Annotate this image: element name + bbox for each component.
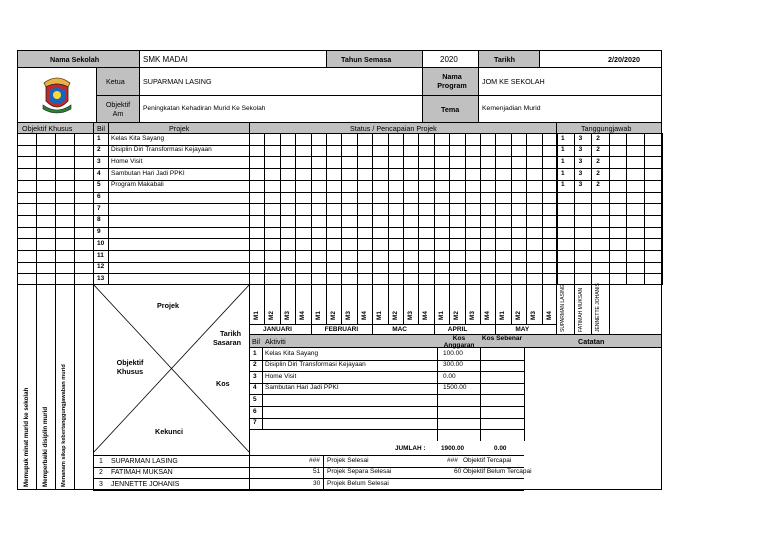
week-col-line — [449, 284, 450, 324]
aktiviti-name[interactable]: Kelas Kita Sayang — [265, 349, 319, 357]
project-col-line — [403, 133, 404, 285]
aktiviti-row-line — [249, 406, 524, 407]
project-bil: 10 — [97, 239, 105, 247]
week-col-line — [465, 284, 466, 324]
project-tanggungjawab-value: 1 — [561, 157, 565, 165]
week-label: M4 — [422, 311, 430, 320]
aktiviti-row-line — [249, 429, 524, 430]
week-col-line — [526, 284, 527, 324]
month-label: JANUARI — [263, 325, 292, 333]
project-col-line — [74, 133, 75, 285]
program-label: Nama Program — [437, 72, 467, 90]
aktiviti-bil: 3 — [253, 372, 257, 380]
project-sheet — [17, 50, 662, 490]
people-col-line — [323, 455, 324, 490]
aktiviti-header-text: Aktiviti — [265, 337, 286, 346]
week-label: M2 — [330, 311, 337, 320]
month-label: FEBRUARI — [324, 325, 359, 333]
month-label: APRIL — [447, 325, 468, 333]
tanggungjawab-header-text: Tanggungjawab — [581, 124, 632, 133]
project-bil: 11 — [97, 251, 104, 259]
tema-value: Kemenjadian Murid — [482, 105, 541, 112]
project-tanggungjawab-value: 2 — [596, 134, 600, 142]
person-no: 2 — [99, 469, 103, 477]
week-col-line — [434, 284, 435, 324]
kos-anggaran-header: Kos Anggaran — [443, 335, 475, 350]
week-label: M2 — [391, 311, 399, 320]
project-col-line — [556, 133, 557, 285]
diagram-tarikh-sasaran: Tarikh Sasaran — [213, 329, 241, 348]
objective-vertical-1: Memupuk minat murid ke sekolah — [23, 387, 30, 487]
tema-value-cell[interactable] — [478, 95, 662, 123]
project-name[interactable]: Sambutan Hari Jadi PPKI — [111, 169, 185, 177]
project-col-line — [644, 133, 645, 285]
objective-vertical-2: Memperbaiki disiplin murid — [42, 406, 49, 487]
week-col-line — [249, 284, 250, 324]
project-col-line — [591, 133, 592, 285]
person-status: Projek Belum Selesai — [327, 479, 389, 487]
week-col-line — [388, 284, 389, 324]
obj-col-divider-1 — [36, 284, 37, 490]
week-label: M3 — [468, 311, 476, 320]
person-value: 30 — [313, 479, 321, 487]
project-col-line — [326, 133, 327, 285]
project-col-line — [609, 133, 610, 285]
person-name[interactable]: FATIMAH MUKSAN — [111, 469, 173, 477]
project-row-line — [17, 250, 662, 251]
obj-col-divider-3 — [74, 284, 75, 490]
project-tanggungjawab-value: 3 — [578, 146, 583, 154]
diagram-kos: Kos — [216, 379, 230, 388]
tahun-value-cell[interactable] — [422, 50, 479, 68]
week-col-line — [403, 284, 404, 324]
project-row-line — [17, 227, 662, 228]
week-col-line — [495, 284, 496, 324]
week-label: M4 — [545, 311, 553, 320]
catatan-header: Catatan — [578, 337, 605, 346]
week-label: M3 — [345, 311, 353, 320]
objektif-value: Peningkatan Kehadiran Murid Ke Sekolah — [143, 105, 266, 112]
aktiviti-bil-col-line — [262, 348, 263, 429]
project-row-line — [17, 262, 662, 263]
week-label: M2 — [514, 311, 522, 320]
aktiviti-bil-header: Bil — [252, 337, 260, 346]
week-label: M1 — [253, 311, 260, 320]
project-bil: 8 — [97, 216, 101, 224]
week-label: M2 — [453, 311, 461, 320]
project-tanggungjawab-value: 1 — [561, 181, 565, 189]
person-vertical-label: FATIMAH MUKSAN — [577, 287, 584, 332]
project-col-line — [557, 133, 558, 285]
project-col-line — [341, 133, 342, 285]
objektif-khusus-header-text: Objektif Khusus — [22, 124, 73, 133]
project-name[interactable]: Program Makabali — [111, 181, 164, 189]
jumlah-label: JUMLAH : — [395, 445, 426, 452]
project-col-line — [36, 133, 37, 285]
project-col-line — [295, 133, 296, 285]
week-label: M1 — [499, 311, 507, 320]
project-col-line — [480, 133, 481, 285]
aktiviti-row-line — [249, 394, 524, 395]
tarikh-value-cell[interactable] — [539, 50, 662, 68]
project-tanggungjawab-value: 1 — [561, 146, 565, 154]
aktiviti-kos[interactable]: 100.00 — [443, 349, 463, 357]
week-col-line — [326, 284, 327, 324]
school-crest-logo — [40, 75, 74, 115]
month-col-line — [249, 324, 250, 334]
person-status2: Objektif Tercapai — [463, 456, 512, 464]
project-col-line — [418, 133, 419, 285]
bil-header-text: Bil — [97, 124, 105, 133]
project-row-line — [17, 192, 662, 193]
month-col-line — [434, 324, 435, 334]
month-col-line — [495, 324, 496, 334]
person-status2: Objektif Belum Tercapai — [463, 468, 532, 476]
week-label: M3 — [283, 311, 291, 320]
aktiviti-bil: 1 — [253, 349, 257, 357]
project-col-line — [55, 133, 56, 285]
nama-sekolah-label-cell — [17, 50, 140, 68]
ketua-label: Ketua — [106, 77, 125, 86]
week-label: M3 — [407, 311, 414, 320]
project-col-line — [264, 133, 265, 285]
week-col-line — [341, 284, 342, 324]
week-label: M4 — [484, 311, 491, 320]
week-label: M1 — [376, 311, 384, 320]
aktiviti-name[interactable]: Home Visit — [265, 372, 297, 380]
project-col-line — [465, 133, 466, 285]
people-row-line — [93, 490, 524, 491]
aktiviti-bil: 6 — [253, 407, 257, 415]
objektif-label-cell — [96, 95, 140, 123]
logo-cell — [17, 67, 97, 123]
tahun-label: Tahun Semasa — [341, 55, 392, 64]
project-tanggungjawab-value: 3 — [578, 134, 583, 142]
person-value2: 60 — [454, 468, 462, 476]
project-tanggungjawab-value: 1 — [561, 134, 565, 142]
aktiviti-kos[interactable]: 1500.00 — [443, 384, 467, 392]
project-name[interactable]: Kelas Kita Sayang — [111, 134, 165, 142]
program-value-cell[interactable] — [478, 67, 662, 96]
person-col-line — [574, 284, 575, 334]
nama-sekolah-label: Nama Sekolah — [50, 55, 100, 64]
person-name[interactable]: JENNETTE JOHANIS — [111, 480, 180, 488]
diagram-objektif-khusus: Objektif Khusus — [116, 358, 144, 377]
project-bil: 3 — [97, 157, 101, 165]
week-label: M1 — [437, 311, 445, 320]
week-label: M3 — [530, 311, 538, 320]
tahun-value: 2020 — [440, 55, 458, 64]
status-header-text: Status / Pencapaian Projek — [350, 124, 437, 133]
week-col-line — [542, 284, 543, 324]
week-col-line — [295, 284, 296, 324]
project-col-line — [372, 133, 373, 285]
kos-sebenar-header: Kos Sebenar — [481, 335, 523, 342]
diagram — [93, 284, 250, 453]
ketua-label-cell — [96, 67, 140, 96]
project-col-line — [574, 133, 575, 285]
month-label: MAY — [515, 325, 530, 333]
aktiviti-bil: 7 — [253, 419, 257, 427]
project-col-line — [311, 133, 312, 285]
aktiviti-kos[interactable]: 300.00 — [443, 361, 463, 369]
person-col-line — [609, 284, 610, 334]
aktiviti-name[interactable]: Disiplin Diri Transformasi Kejayaan — [265, 361, 366, 369]
week-label: M2 — [268, 311, 276, 320]
month-col-line — [372, 324, 373, 334]
project-col-line — [526, 133, 527, 285]
aktiviti-name[interactable]: Sambutan Hari Jadi PPKI — [265, 384, 339, 392]
project-tanggungjawab-value: 3 — [578, 169, 583, 177]
person-no: 1 — [99, 457, 103, 465]
month-label: MAC — [392, 325, 407, 333]
project-row-line — [17, 203, 662, 204]
project-tanggungjawab-value: 3 — [578, 181, 583, 189]
project-row-line — [17, 273, 662, 274]
ketua-value: SUPARMAN LASING — [143, 77, 212, 86]
project-row-line — [17, 168, 662, 169]
week-col-line — [280, 284, 281, 324]
project-row-line — [17, 215, 662, 216]
project-col-line — [449, 133, 450, 285]
people-top-line — [93, 455, 524, 456]
week-col-line — [418, 284, 419, 324]
week-col-line — [311, 284, 312, 324]
objektif-value-cell[interactable] — [139, 95, 423, 123]
project-bil: 6 — [97, 193, 101, 200]
program-value: JOM KE SEKOLAH — [482, 77, 545, 86]
project-row-line — [17, 238, 662, 239]
projek-header-text: Projek — [169, 124, 190, 133]
tema-label: Tema — [441, 105, 460, 114]
tahun-label-cell — [326, 50, 423, 68]
project-bil: 7 — [97, 204, 101, 212]
project-tanggungjawab-value: 2 — [596, 146, 600, 154]
aktiviti-kos[interactable]: 0.00 — [443, 372, 456, 380]
week-col-line — [372, 284, 373, 324]
project-col-line — [434, 133, 435, 285]
aktiviti-kos-col-line — [437, 348, 438, 441]
weeks-bottom-line — [249, 324, 557, 325]
project-tanggungjawab-value: 3 — [578, 157, 583, 165]
jumlah-anggaran: 1900.00 — [441, 445, 465, 452]
week-label: M4 — [299, 311, 307, 320]
person-status: Projek Separa Selesai — [327, 468, 392, 476]
project-col-line — [108, 133, 109, 285]
person-value: ### — [309, 456, 320, 464]
jumlah-sebenar: 0.00 — [494, 445, 507, 452]
project-col-line — [626, 133, 627, 285]
person-no: 3 — [99, 480, 103, 488]
project-tanggungjawab-value: 2 — [596, 169, 600, 177]
project-bil: 2 — [97, 146, 101, 154]
project-bil: 5 — [97, 181, 101, 189]
tarikh-label: Tarikh — [494, 55, 516, 64]
aktiviti-row-line — [249, 418, 524, 419]
diagram-projek: Projek — [157, 301, 179, 310]
program-label-cell — [422, 67, 479, 96]
tarikh-value: 2/20/2020 — [608, 55, 640, 64]
aktiviti-catatan-col-line — [524, 348, 525, 441]
person-col-line — [591, 284, 592, 334]
aktiviti-sebenar-col-line — [480, 348, 481, 441]
aktiviti-bil: 5 — [253, 395, 257, 403]
project-bil: 4 — [97, 169, 101, 177]
nama-sekolah-value: SMK MADAI — [143, 55, 188, 64]
project-col-line — [495, 133, 496, 285]
project-col-line — [388, 133, 389, 285]
project-col-line — [662, 133, 663, 285]
objektif-label: Objektif Am — [105, 100, 131, 118]
project-bil: 9 — [97, 228, 101, 236]
person-vertical-label: JENNETTE JOHANIS — [595, 283, 602, 332]
ketua-value-cell[interactable] — [139, 67, 423, 96]
month-col-line — [311, 324, 312, 334]
people-row-line — [93, 478, 524, 479]
diagram-kekunci: Kekunci — [155, 427, 183, 436]
person-status: Projek Selesai — [327, 456, 369, 464]
project-tanggungjawab-value: 2 — [596, 157, 600, 165]
week-label: M4 — [360, 311, 368, 320]
project-bil: 1 — [97, 134, 101, 142]
person-vertical-label: SUPARMAN LASING — [560, 284, 566, 332]
person-col-line — [556, 284, 557, 334]
tarikh-label-cell — [478, 50, 540, 68]
week-col-line — [480, 284, 481, 324]
week-col-line — [264, 284, 265, 324]
person-value2: ### — [447, 456, 458, 464]
nama-sekolah-value-cell[interactable] — [139, 50, 327, 68]
week-col-line — [357, 284, 358, 324]
project-name[interactable]: Home Visit — [111, 157, 143, 165]
project-col-line — [357, 133, 358, 285]
project-col-line — [93, 133, 94, 285]
person-name[interactable]: SUPARMAN LASING — [111, 457, 178, 465]
project-col-line — [280, 133, 281, 285]
tema-label-cell — [422, 95, 479, 123]
project-col-line — [511, 133, 512, 285]
project-tanggungjawab-value: 1 — [561, 169, 565, 177]
objective-vertical-3: Menanam sikap kebertanggungjawaban murid — [61, 364, 67, 487]
project-bil: 12 — [97, 263, 105, 271]
aktiviti-bil: 4 — [253, 384, 257, 392]
aktiviti-bil: 2 — [253, 361, 257, 369]
week-col-line — [511, 284, 512, 324]
week-label: M1 — [314, 311, 322, 320]
project-tanggungjawab-value: 2 — [596, 181, 600, 189]
project-bil: 13 — [97, 274, 105, 282]
project-col-line — [542, 133, 543, 285]
person-value: 51 — [313, 468, 321, 476]
project-name[interactable]: Disiplin Diri Transformasi Kejayaan — [111, 146, 212, 154]
obj-col-divider-2 — [55, 284, 56, 490]
project-col-line — [249, 133, 250, 285]
